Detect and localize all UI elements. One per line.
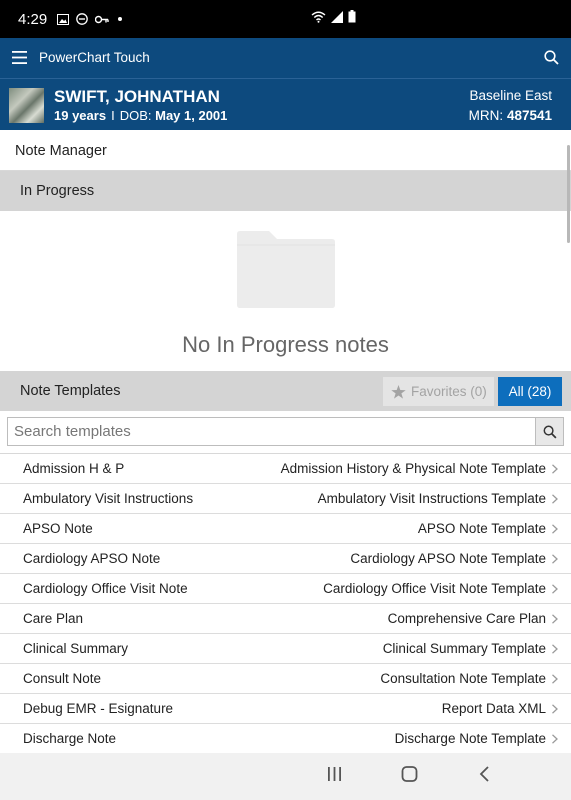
chevron-right-icon <box>551 524 559 534</box>
template-row[interactable] <box>0 664 571 694</box>
template-description: Discharge Note Template <box>394 731 546 746</box>
template-row[interactable] <box>0 694 571 724</box>
search-icon <box>543 425 557 439</box>
battery-icon <box>348 10 356 23</box>
patient-age: 19 years <box>54 108 107 123</box>
template-description: Cardiology APSO Note Template <box>350 551 546 566</box>
hamburger-menu-icon[interactable] <box>12 51 27 64</box>
template-description: Consultation Note Template <box>380 671 546 686</box>
star-icon <box>391 385 406 399</box>
template-row[interactable] <box>0 604 571 634</box>
patient-name: SWIFT, JOHNATHAN <box>54 87 220 106</box>
empty-state-text: No In Progress notes <box>182 332 389 357</box>
template-name: Cardiology APSO Note <box>23 551 161 566</box>
template-description: Clinical Summary Template <box>382 641 546 656</box>
chevron-right-icon <box>551 464 559 474</box>
patient-avatar <box>9 88 44 123</box>
demographics-separator: I <box>111 108 115 123</box>
chevron-right-icon <box>551 674 559 684</box>
all-filter-button[interactable] <box>498 377 562 406</box>
search-icon[interactable] <box>544 50 559 65</box>
app-title: PowerChart Touch <box>39 50 150 65</box>
status-time: 4:29 <box>18 10 48 28</box>
template-row[interactable] <box>0 484 571 514</box>
favorites-filter-label: Favorites (0) <box>411 384 487 399</box>
template-description: Comprehensive Care Plan <box>387 611 546 626</box>
page-title: Note Manager <box>15 143 107 159</box>
template-search-input[interactable] <box>7 417 536 446</box>
template-row[interactable] <box>0 454 571 484</box>
note-templates-section-header <box>0 371 571 411</box>
template-name: Consult Note <box>23 671 102 686</box>
template-list <box>0 454 571 754</box>
recent-apps-icon[interactable] <box>327 766 342 782</box>
template-search-row <box>0 411 571 454</box>
in-progress-section-header <box>0 171 571 211</box>
do-not-disturb-icon <box>76 13 88 25</box>
home-icon[interactable] <box>401 766 418 782</box>
signal-icon <box>331 11 343 23</box>
template-row[interactable] <box>0 634 571 664</box>
template-name: Debug EMR - Esignature <box>23 701 174 716</box>
template-row[interactable] <box>0 544 571 574</box>
wifi-icon <box>311 11 326 23</box>
chevron-right-icon <box>551 614 559 624</box>
in-progress-empty-state <box>0 211 571 371</box>
patient-dob: May 1, 2001 <box>155 108 228 123</box>
template-name: Cardiology Office Visit Note <box>23 581 188 596</box>
template-row[interactable] <box>0 574 571 604</box>
in-progress-label: In Progress <box>20 183 95 199</box>
chevron-right-icon <box>551 554 559 564</box>
dot-icon <box>116 15 124 23</box>
system-nav-bar <box>0 753 571 800</box>
favorites-filter-button[interactable] <box>383 377 494 406</box>
template-description: Admission History & Physical Note Template <box>280 461 546 476</box>
key-icon <box>95 15 109 24</box>
status-right-icons <box>311 10 356 23</box>
note-templates-label: Note Templates <box>20 383 121 399</box>
status-left-icons <box>57 13 124 25</box>
chevron-right-icon <box>551 644 559 654</box>
status-bar <box>0 0 571 38</box>
template-description: Report Data XML <box>441 701 546 716</box>
template-description: Cardiology Office Visit Note Template <box>323 581 546 596</box>
template-description: Ambulatory Visit Instructions Template <box>317 491 546 506</box>
note-manager-header <box>0 130 571 171</box>
back-icon[interactable] <box>479 766 490 782</box>
chevron-right-icon <box>551 584 559 594</box>
template-row[interactable] <box>0 514 571 544</box>
folder-icon <box>237 231 335 308</box>
image-icon <box>57 14 69 25</box>
dob-label: DOB: <box>119 108 152 123</box>
template-name: Care Plan <box>23 611 84 626</box>
template-description: APSO Note Template <box>417 521 546 536</box>
patient-facility: Baseline East <box>469 88 552 103</box>
scrollbar[interactable] <box>567 145 570 243</box>
template-name: APSO Note <box>23 521 93 536</box>
template-name: Ambulatory Visit Instructions <box>23 491 194 506</box>
patient-banner[interactable] <box>0 78 571 130</box>
template-search-button[interactable] <box>536 417 564 446</box>
all-filter-label: All (28) <box>508 384 552 399</box>
chevron-right-icon <box>551 734 559 744</box>
patient-demographics <box>54 108 227 123</box>
template-name: Clinical Summary <box>23 641 129 656</box>
chevron-right-icon <box>551 704 559 714</box>
app-header <box>0 38 571 78</box>
chevron-right-icon <box>551 494 559 504</box>
patient-mrn <box>469 108 552 123</box>
mrn-value: 487541 <box>506 108 552 123</box>
template-row[interactable] <box>0 724 571 754</box>
template-name: Admission H & P <box>23 461 125 476</box>
mrn-label: MRN: <box>468 108 504 123</box>
template-name: Discharge Note <box>23 731 117 746</box>
